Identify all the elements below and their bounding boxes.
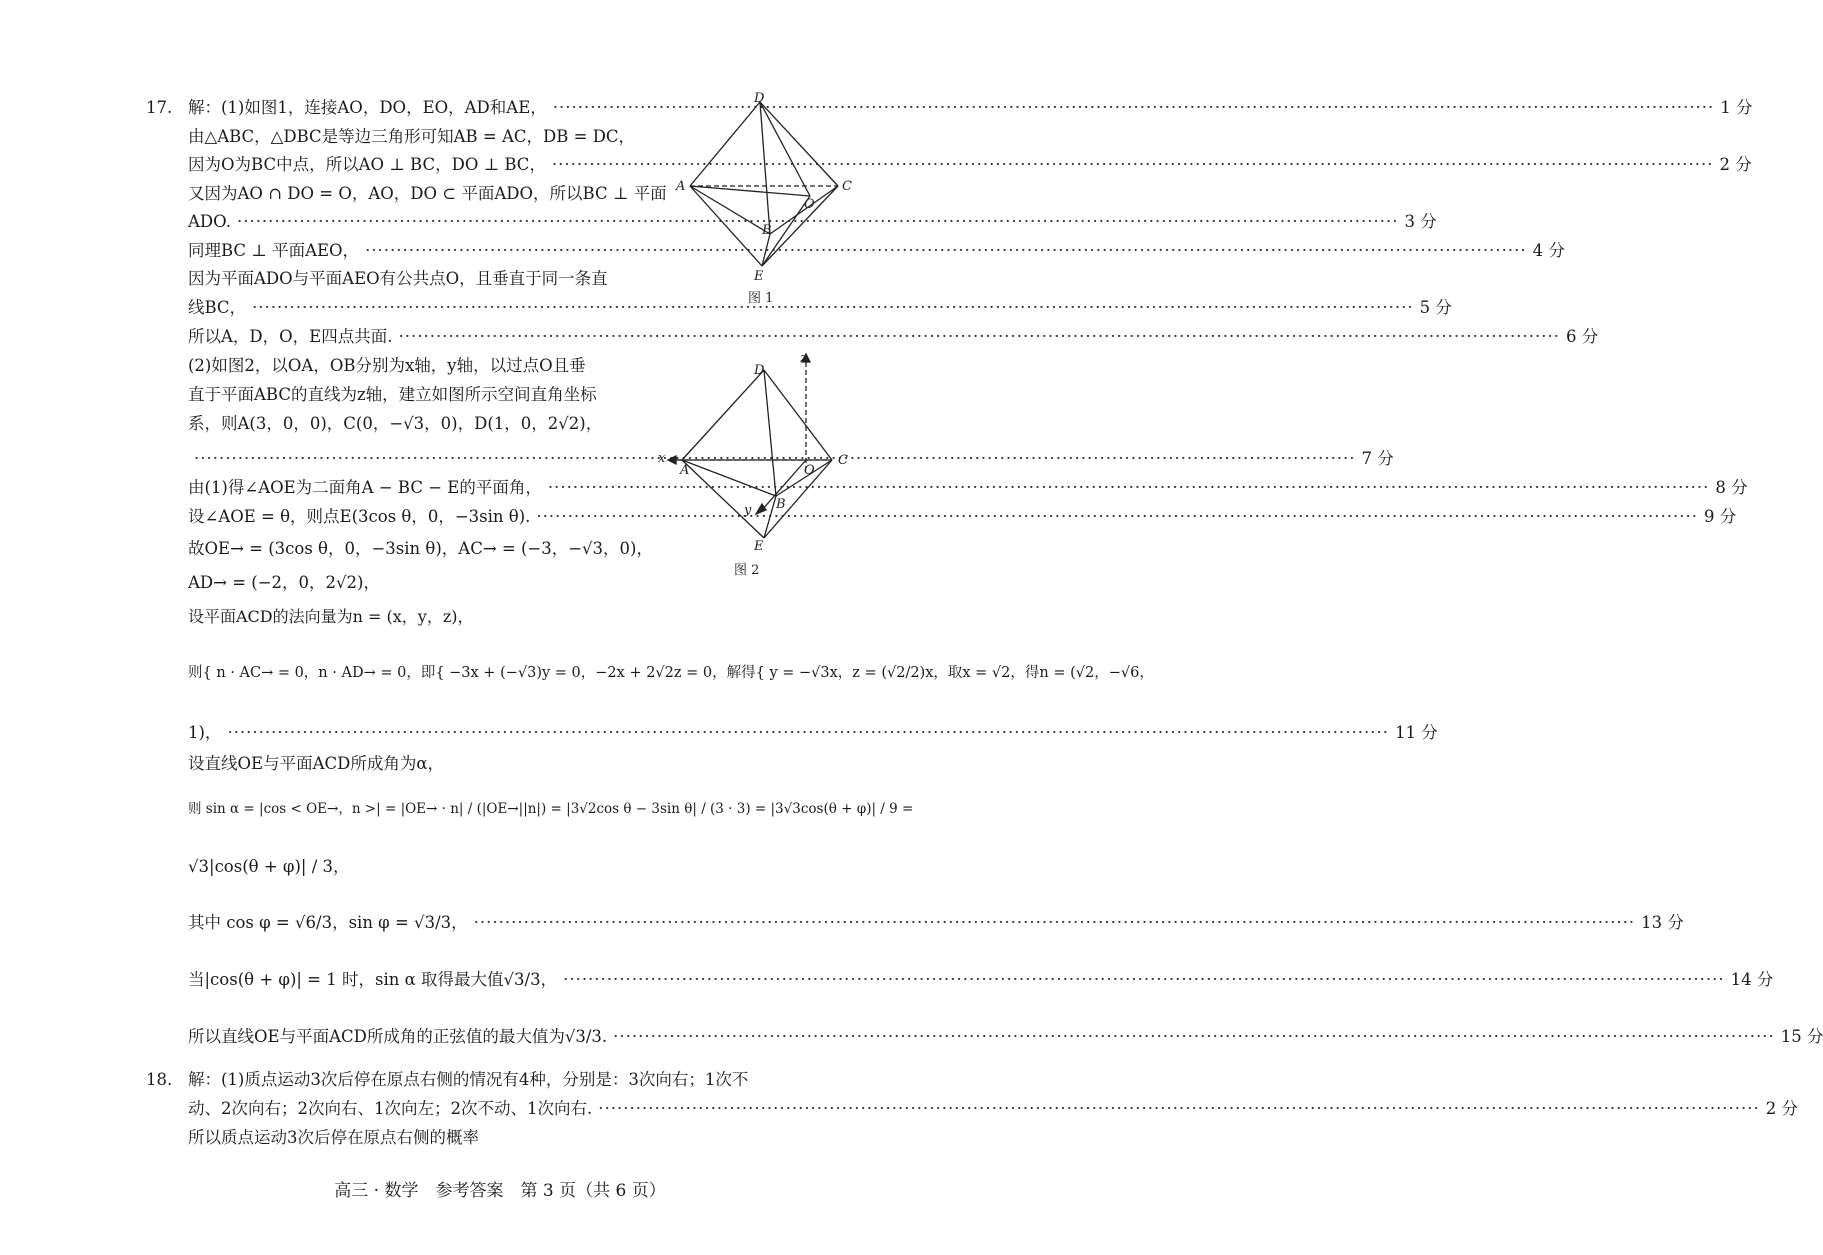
q17-line-17: AD→ = (−2，0，2√2)， — [188, 573, 380, 592]
q17-line-13: ····· 7 分 — [188, 448, 640, 470]
q17-line-10: (2)如图2，以OA，OB分别为x轴，y轴，以过点O且垂 — [188, 356, 586, 375]
q17-line-20: 1)， ····· 11 分 — [188, 722, 848, 744]
q17-line-2: 由△ABC，△DBC是等边三角形可知AB = AC，DB = DC， — [188, 127, 636, 146]
fig2-label-D: D — [754, 363, 765, 378]
question-18-number: 18. — [146, 1070, 173, 1089]
q17-line-1: 解：(1)如图1，连接AO，DO，EO，AD和AE， ····· 1 分 — [188, 97, 660, 119]
fig2-caption: 图 2 — [734, 563, 760, 578]
page-footer: 高三 · 数学 参考答案 第 3 页（共 6 页） — [334, 1181, 666, 1201]
fig1-label-D: D — [754, 91, 765, 106]
q17-line-8: 线BC， ····· 5 分 — [188, 297, 660, 319]
fig2-label-z: z — [800, 351, 807, 366]
q18-line-1: 解：(1)质点运动3次后停在原点右侧的情况有4种，分别是：3次向右；1次不 — [188, 1070, 749, 1089]
q17-line-7: 因为平面ADO与平面AEO有公共点O，且垂直于同一条直 — [188, 269, 608, 288]
q17-line-5: ADO. ····· 3 分 — [188, 211, 660, 233]
q17-line-19: 则{ n · AC→ = 0，n · AD→ = 0，即{ −3x + (−√3)y = 0，−2x + 2√2z = 0，解得{ y = −√3x，z = (√2/2)x，取x = √2，得n = (√2，−√6， — [188, 665, 1154, 681]
fig2-label-x: x — [658, 451, 666, 466]
fig1-label-O: O — [804, 197, 815, 212]
fig1-caption: 图 1 — [748, 291, 774, 306]
q17-line-25: 当|cos(θ + φ)| = 1 时，sin α 取得最大值√3/3， ····· 14 分 — [188, 969, 848, 991]
q17-line-3: 因为O为BC中点，所以AO ⊥ BC，DO ⊥ BC， ····· 2 分 — [188, 154, 660, 176]
q17-line-22: 则 sin α = |cos < OE→，n >| = |OE→ · n| / (|OE→||n|) = |3√2cos θ − 3sin θ| / (3 · 3) = |3√3cos(θ + φ)| / 9 = — [188, 801, 914, 817]
q17-line-21: 设直线OE与平面ACD所成角为α， — [188, 754, 444, 773]
fig1-label-B: B — [762, 223, 772, 238]
fig2-label-O: O — [804, 463, 815, 478]
q17-line-12: 系，则A(3，0，0)，C(0，−√3，0)，D(1，0，2√2)， — [188, 414, 603, 433]
fig1-label-A: A — [676, 179, 686, 194]
figure-2 — [650, 350, 860, 585]
fig2-label-A: A — [680, 463, 690, 478]
fig2-label-C: C — [838, 453, 848, 468]
q18-line-3: 所以质点运动3次后停在原点右侧的概率 — [188, 1128, 479, 1147]
q17-line-23: √3|cos(θ + φ)| / 3， — [188, 857, 350, 876]
fig2-label-E: E — [754, 539, 764, 554]
question-17-number: 17. — [146, 98, 173, 117]
q17-line-9: 所以A，D，O，E四点共面. ····· 6 分 — [188, 326, 848, 348]
q17-line-15: 设∠AOE = θ，则点E(3cos θ，0，−3sin θ). ····· 9 分 — [188, 506, 640, 528]
q17-line-18: 设平面ACD的法向量为n = (x，y，z)， — [188, 607, 474, 626]
q17-line-16: 故OE→ = (3cos θ，0，−3sin θ)，AC→ = (−3，−√3，0)， — [188, 539, 653, 558]
figure-1 — [670, 90, 860, 310]
fig2-label-y: y — [744, 503, 752, 518]
q17-line-4: 又因为AO ∩ DO = O，AO，DO ⊂ 平面ADO，所以BC ⊥ 平面 — [188, 184, 667, 203]
q17-line-26: 所以直线OE与平面ACD所成角的正弦值的最大值为√3/3. ····· 15 分 — [188, 1026, 848, 1048]
fig2-label-B: B — [776, 497, 786, 512]
q17-line-11: 直于平面ABC的直线为z轴，建立如图所示空间直角坐标 — [188, 385, 597, 404]
q17-line-6: 同理BC ⊥ 平面AEO， ····· 4 分 — [188, 240, 660, 262]
q17-line-24: 其中 cos φ = √6/3，sin φ = √3/3， ····· 13 分 — [188, 912, 848, 934]
fig1-label-C: C — [842, 179, 852, 194]
q17-line-14: 由(1)得∠AOE为二面角A − BC − E的平面角， ····· 8 分 — [188, 477, 640, 499]
q18-line-2: 动、2次向右；2次向右、1次向左；2次不动、1次向右. ····· 2 分 — [188, 1098, 848, 1120]
fig1-label-E: E — [754, 269, 764, 284]
